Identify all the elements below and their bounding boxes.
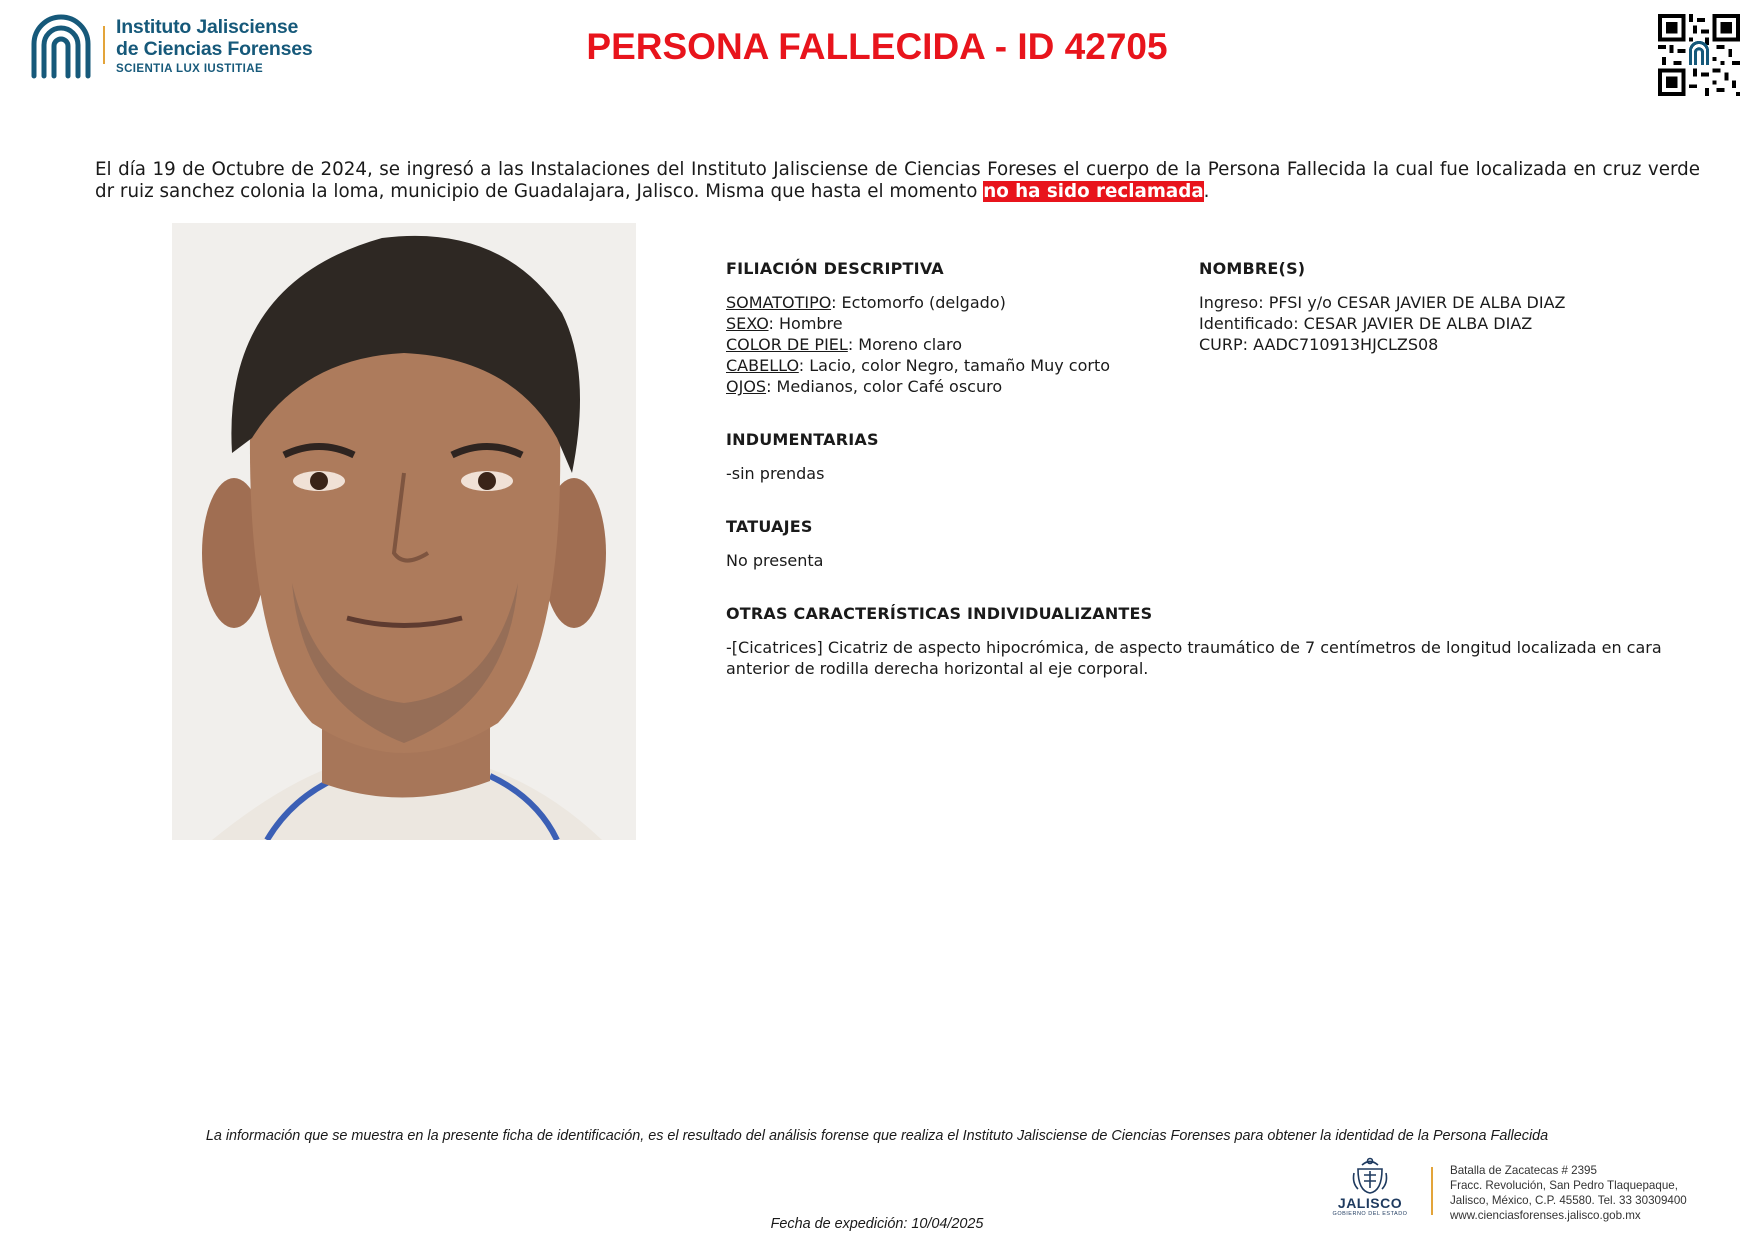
nombre-identificado: Identificado: CESAR JAVIER DE ALBA DIAZ: [1199, 314, 1533, 333]
address-website: www.cienciasforenses.jalisco.gob.mx: [1450, 1209, 1641, 1222]
filiacion-value: : Lacio, color Negro, tamaño Muy corto: [798, 356, 1111, 375]
nombres-heading: NOMBRE(S): [1199, 259, 1306, 278]
filiacion-value: : Hombre: [768, 314, 843, 333]
filiacion-label: COLOR DE PIEL: [726, 335, 848, 354]
indumentarias-text: -sin prendas: [726, 464, 825, 483]
filiacion-item-ojos: [726, 376, 1686, 397]
otras-caracteristicas-section: [726, 603, 1686, 679]
nombre-curp: CURP: AADC710913HJCLZS08: [1199, 335, 1439, 354]
jalisco-subtitle: GOBIERNO DEL ESTADO: [1332, 1211, 1408, 1217]
nombre-ingreso: Ingreso: PFSI y/o CESAR JAVIER DE ALBA DIAZ: [1199, 293, 1566, 312]
jalisco-name: JALISCO: [1337, 1195, 1403, 1211]
issue-date: Fecha de expedición: 10/04/2025: [770, 1216, 984, 1232]
otras-text: -[Cicatrices] Cicatriz de aspecto hipocrómica, de aspecto traumático de 7 centímetros de longitud localizada en cara anterior de rodilla derecha horizontal al eje corporal.: [726, 638, 1662, 678]
footer-divider: [1431, 1167, 1433, 1215]
filiacion-label: SOMATOTIPO: [726, 293, 832, 312]
unclaimed-highlight: no ha sido reclamada: [983, 181, 1204, 202]
otras-heading: OTRAS CARACTERÍSTICAS INDIVIDUALIZANTES: [726, 604, 1153, 623]
filiacion-item-cabello: [726, 355, 1686, 376]
intro-text: El día 19 de Octubre de 2024, se ingresó a las Instalaciones del Instituto Jalisciense de Ciencias Foreses el cuerpo de la Persona Fallecida la cual fue localizada en cruz verde dr ruiz sanchez colonia la loma, municipio de Guadalajara, Jalisco. Misma que hasta el momento: [95, 159, 1700, 202]
filiacion-value: : Medianos, color Café oscuro: [766, 377, 1003, 396]
nombres-list: [1199, 292, 1699, 355]
filiacion-label: CABELLO: [726, 356, 799, 375]
logo-motto: SCIENTIA LUX IUSTITIAE: [116, 63, 264, 75]
address-line: Batalla de Zacatecas # 2395: [1450, 1164, 1597, 1177]
tatuajes-text: No presenta: [726, 551, 824, 570]
tatuajes-heading: TATUAJES: [726, 517, 813, 536]
filiacion-value: : Moreno claro: [847, 335, 963, 354]
intro-paragraph: [95, 159, 1700, 203]
jalisco-crest-icon: [1350, 1155, 1390, 1195]
address-line: Fracc. Revolución, San Pedro Tlaquepaque,: [1450, 1179, 1678, 1192]
disclaimer-text: La información que se muestra en la presente ficha de identificación, es el resultado del análisis forense que realiza el Instituto Jalisciense de Ciencias Forenses para obtener la identidad de la Persona Fallecida: [205, 1128, 1549, 1144]
deceased-photo: [172, 223, 636, 840]
address-line: Jalisco, México, C.P. 45580. Tel. 33 30309400: [1450, 1194, 1687, 1207]
indumentarias-section: [726, 429, 1686, 484]
intro-end: .: [1203, 181, 1210, 202]
filiacion-label: SEXO: [726, 314, 769, 333]
page-title: PERSONA FALLECIDA - ID 42705: [586, 26, 1168, 67]
indumentarias-heading: INDUMENTARIAS: [726, 430, 879, 449]
logo-line-2: de Ciencias Forenses: [116, 38, 313, 60]
filiacion-heading: FILIACIÓN DESCRIPTIVA: [726, 259, 944, 278]
qr-code-icon: [1658, 14, 1740, 96]
nombres-section: [1199, 258, 1699, 355]
logo-line-1: Instituto Jalisciense: [116, 16, 299, 38]
filiacion-value: : Ectomorfo (delgado): [831, 293, 1006, 312]
tatuajes-section: [726, 516, 1686, 571]
address-block: [1450, 1163, 1687, 1223]
filiacion-label: OJOS: [726, 377, 767, 396]
